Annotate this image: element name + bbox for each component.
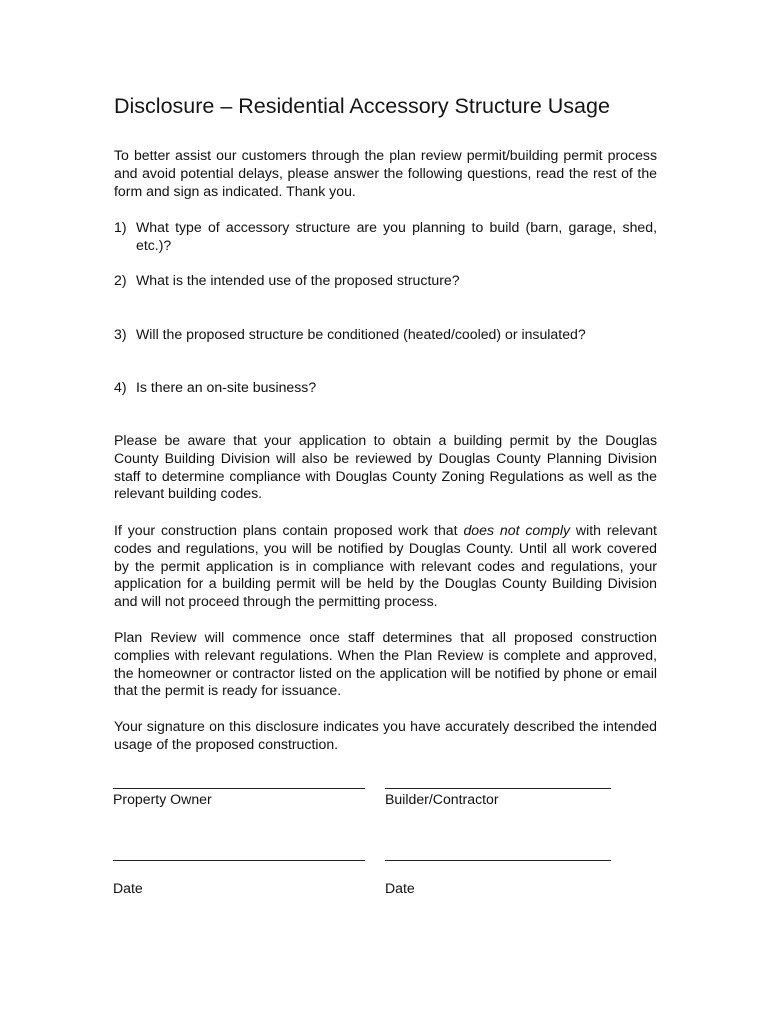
question-1 <box>114 219 657 255</box>
builder-contractor-label: Builder/Contractor <box>385 791 499 807</box>
question-number: 4) <box>114 379 127 395</box>
builder-contractor-signature-line[interactable] <box>385 788 611 789</box>
question-number: 1) <box>114 219 127 235</box>
question-number: 3) <box>114 326 127 342</box>
noncompliance-text-end: with relevant codes and regulations, you will be notified by Douglas County. Until all work covered by the permit application is in compliance with relevant codes and regulations, your application for a building permit will be held by the Douglas County Building Division and will not proceed through the permitting process. <box>114 522 657 610</box>
question-4 <box>114 379 657 397</box>
question-text: Will the proposed structure be conditioned (heated/cooled) or insulated? <box>136 326 586 342</box>
property-owner-date-line[interactable] <box>113 860 365 861</box>
property-owner-label: Property Owner <box>113 791 212 807</box>
property-owner-date-label: Date <box>113 880 143 896</box>
noncompliance-text-start: If your construction plans contain proposed work that <box>114 522 464 538</box>
question-text: What type of accessory structure are you planning to build (barn, garage, shed, etc.)? <box>136 219 657 253</box>
page-title: Disclosure – Residential Accessory Structure Usage <box>114 94 610 118</box>
question-3 <box>114 326 657 344</box>
builder-contractor-date-line[interactable] <box>385 860 611 861</box>
question-text: Is there an on-site business? <box>136 379 317 395</box>
property-owner-signature-line[interactable] <box>113 788 365 789</box>
question-text: What is the intended use of the proposed structure? <box>136 272 460 288</box>
intro-paragraph: To better assist our customers through the plan review permit/building permit process and avoid potential delays, please answer the following questions, read the rest of the form and sign as indicated. Thank you. <box>114 147 657 199</box>
signature-statement-paragraph: Your signature on this disclosure indicates you have accurately described the intended usage of the proposed construction. <box>114 718 657 752</box>
question-number: 2) <box>114 272 127 288</box>
question-2 <box>114 272 657 290</box>
plan-review-paragraph: Plan Review will commence once staff determines that all proposed construction complies with relevant regulations. When the Plan Review is complete and approved, the homeowner or contractor listed on the application will be notified by phone or email that the permit is ready for issuance. <box>114 629 657 699</box>
review-notice-paragraph: Please be aware that your application to obtain a building permit by the Douglas County Building Division will also be reviewed by Douglas County Planning Division staff to determine compliance with Douglas County Zoning Regulations as well as the relevant building codes. <box>114 432 657 502</box>
builder-contractor-date-label: Date <box>385 880 415 896</box>
noncompliance-emphasis: does not comply <box>463 522 571 538</box>
noncompliance-paragraph <box>114 522 657 611</box>
